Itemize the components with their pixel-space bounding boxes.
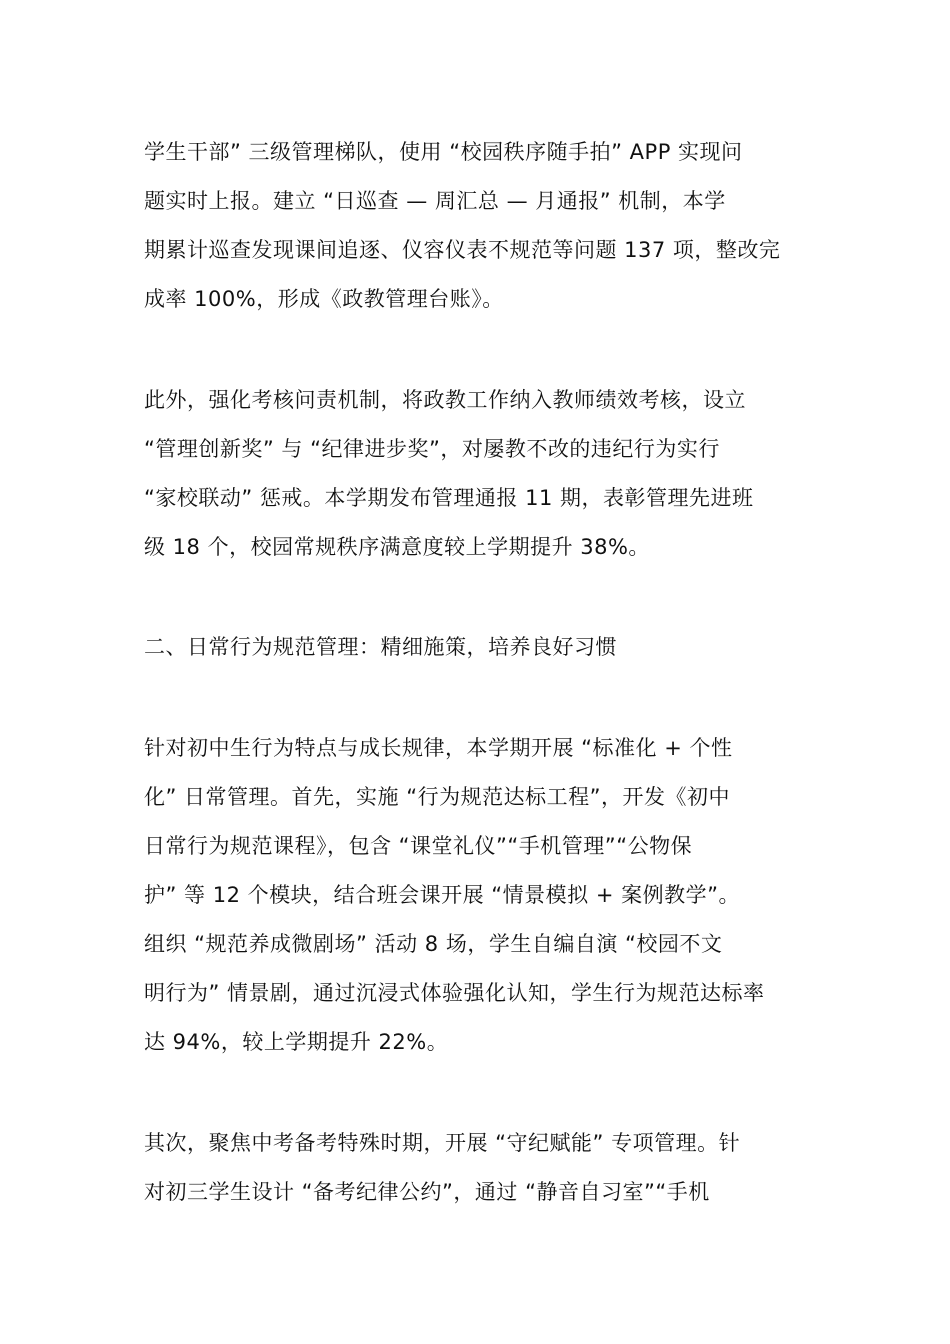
section-heading: 二、日常行为规范管理：精细施策，培养良好习惯 (144, 635, 617, 659)
paragraph-1-line-4: 成率 100%，形成《政教管理台账》。 (144, 287, 504, 311)
paragraph-3-line-3: 日常行为规范课程》，包含 “课堂礼仪”“手机管理”“公物保 (144, 834, 693, 858)
paragraph-4-line-1: 其次，聚焦中考备考特殊时期，开展 “守纪赋能” 专项管理。针 (144, 1131, 741, 1155)
paragraph-1-line-2: 题实时上报。建立 “日巡查 — 周汇总 — 月通报” 机制，本学 (144, 189, 726, 213)
paragraph-3-line-5: 组织 “规范养成微剧场” 活动 8 场，学生自编自演 “校园不文 (144, 932, 723, 956)
paragraph-3-line-7: 达 94%，较上学期提升 22%。 (144, 1030, 449, 1054)
paragraph-3-line-2: 化” 日常管理。首先，实施 “行为规范达标工程”，开发《初中 (144, 785, 730, 809)
paragraph-3-line-4: 护” 等 12 个模块，结合班会课开展 “情景模拟 + 案例教学”。 (144, 883, 741, 907)
paragraph-2-line-1: 此外，强化考核问责机制，将政教工作纳入教师绩效考核，设立 (144, 388, 746, 412)
paragraph-1-line-1: 学生干部” 三级管理梯队，使用 “校园秩序随手拍” APP 实现问 (144, 140, 743, 164)
paragraph-2-line-2: “管理创新奖” 与 “纪律进步奖”，对屡教不改的违纪行为实行 (144, 437, 720, 461)
paragraph-1-line-3: 期累计巡查发现课间追逐、仪容仪表不规范等问题 137 项，整改完 (144, 238, 781, 262)
paragraph-3-line-6: 明行为” 情景剧，通过沉浸式体验强化认知，学生行为规范达标率 (144, 981, 765, 1005)
paragraph-2-line-3: “家校联动” 惩戒。本学期发布管理通报 11 期，表彰管理先进班 (144, 486, 754, 510)
paragraph-4-line-2: 对初三学生设计 “备考纪律公约”，通过 “静音自习室”“手机 (144, 1180, 710, 1204)
paragraph-2-line-4: 级 18 个，校园常规秩序满意度较上学期提升 38%。 (144, 535, 650, 559)
paragraph-3-line-1: 针对初中生行为特点与成长规律，本学期开展 “标准化 + 个性 (144, 736, 733, 760)
